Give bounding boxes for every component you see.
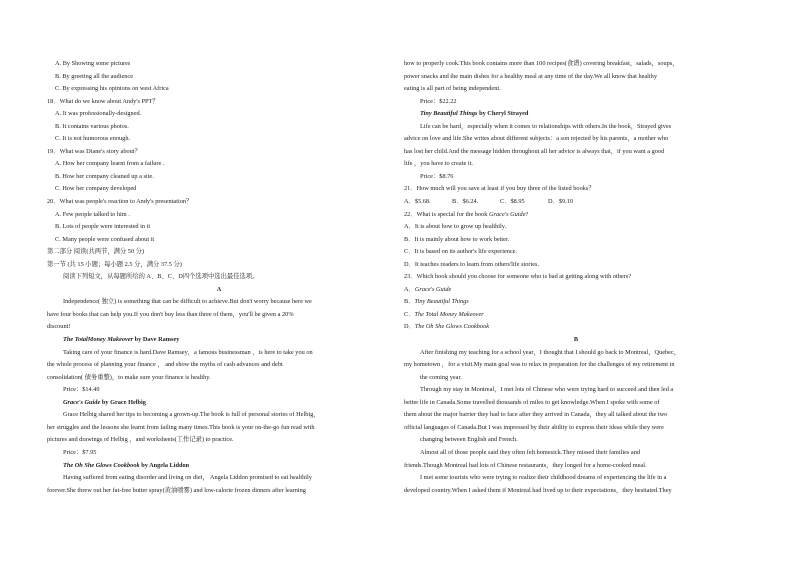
book1-heading xyxy=(47,334,391,347)
book3-title: The Oh She Glows Cookbook xyxy=(63,461,140,469)
book3-line: power snacks and the main dishes for a healthy meal at any time of the day.We all know that healthy xyxy=(404,72,657,80)
q22-option-d: D．It teaches readers to learn from others'life stories. xyxy=(404,260,540,268)
section1-title: 第一节 (共 15 小题；每小题 2.5 分，满分 37.5 分) xyxy=(47,260,182,268)
q18-option-c: C. It is not humorous enough. xyxy=(55,135,131,143)
q21-option-a: A．$5.68. xyxy=(404,198,431,206)
q17-option-b: B. By greeting all the audience xyxy=(55,72,133,80)
book4-heading xyxy=(404,108,748,121)
q18-stem: 18．What do we know about Andy's PPT？ xyxy=(47,97,159,105)
q21-option-c: C．$8.95 xyxy=(500,198,525,206)
book3-line: eating is all part of being independent. xyxy=(404,85,501,93)
passage-b-body xyxy=(404,347,748,498)
q21-options xyxy=(404,196,748,209)
passage-b-line: them about the major barrier they had to face after they arrived in Canada，they all talked about the two xyxy=(404,411,668,419)
q23-option-letter: A． xyxy=(404,285,415,293)
q21-option-d: D．$9.10 xyxy=(548,198,574,206)
passage-b-line: better life in Canada.Some travelled thousands of miles to get knowledge.When I spoke with some of xyxy=(404,398,660,406)
q21-stem: 21．How much will you save at least if you buy three of the listed books？ xyxy=(404,185,595,193)
q18-option-a: A. It was professionally-designed. xyxy=(55,110,142,118)
intro-line: Independence( 独立) is something that can be difficult to achieve.But don't worry because here we xyxy=(63,298,312,306)
passage-b-line: I met some tourists who were trying to realize their childhood dreams of experiencing the life in a xyxy=(420,474,667,482)
q23-option-title: Tiny Beautiful Things xyxy=(414,298,469,306)
book2-heading xyxy=(47,397,391,410)
q23-option-title: Grace's Guide xyxy=(414,285,452,293)
q23-option-letter: D． xyxy=(404,323,415,331)
book1-author: by Dave Ramsey xyxy=(133,336,180,344)
book2-line: Grace Helbig shared her tips to becoming a grown-up.The book is full of personal stories of Helbig， xyxy=(63,411,320,419)
passage-b-line: official languages of Canada.But I was impressed by their ability to express their ideas while they were xyxy=(404,423,664,431)
q21-option-b: B．$6.24. xyxy=(452,198,479,206)
q17-option-a: A. By Showing some pictures xyxy=(55,60,131,67)
q20-stem: 20．What was people's reaction to Andy's presentation？ xyxy=(47,198,193,206)
book3-heading xyxy=(47,460,391,473)
passage-b-line: Almost all of those people said they often felt homesick.They missed their families and xyxy=(420,448,640,456)
book4-title: Tiny Beautiful Things xyxy=(420,110,478,118)
q22-option-c: C．It is based on its author's life experience. xyxy=(404,248,518,256)
q22-option-a: A．It is about how to grow up healthily. xyxy=(404,223,507,231)
q23-option-a xyxy=(404,284,748,297)
intro-line: have four books that can help you.If you don't buy less than three of them，you'll be given a 20% xyxy=(47,310,294,318)
book2-price: Price：$7.95 xyxy=(63,448,97,456)
passage-a-label: A xyxy=(216,285,222,293)
passage-b-line: After finishing my teaching for a school year，I thought that I should go back to Montreal，Quebec， xyxy=(420,348,681,356)
book1-line: the whole process of planning your finance ， and show the myths of cash advances and debt xyxy=(47,361,283,369)
q20-option-c: C. Many people were confused about it xyxy=(55,235,155,243)
book1-title: The TotalMoney Makeover xyxy=(63,336,134,344)
right-column xyxy=(404,58,748,497)
q19-stem: 19．What was Diane's story about？ xyxy=(47,147,141,155)
book2-line: pictures and drawings of Helbig ，and worksheets(工作记录) to practice. xyxy=(47,436,234,444)
q19-option-c: C. How her company developed xyxy=(55,185,137,193)
q18-option-b: B. It contains various photos. xyxy=(55,122,129,130)
book1-line: Taking care of your finance is hard.Dave Ramsey，a famous businessman ，is here to take you on xyxy=(63,348,313,356)
q22-option-b: B．It is mainly about how to work better. xyxy=(404,235,510,243)
passage-b-line: developed country.When I asked them if Montreal had lived up to their expectations，they hesitated.They xyxy=(404,486,672,494)
book1-line: consolidation( 债务重整)，to make sure your finance is healthy. xyxy=(47,373,211,381)
q23-option-title: The Total Money Makeover xyxy=(414,310,484,318)
q22-stem-text: 22．What is special for the book xyxy=(404,210,489,218)
book3-author: by Angela Liddon xyxy=(139,461,190,469)
passage-b-line: changing between English and French. xyxy=(420,436,518,444)
passage-b-line: Through my stay in Montreal，I met lots of Chinese who were trying hard to succeed and then led a xyxy=(420,386,674,394)
q23-option-c xyxy=(404,309,748,322)
book3-line: how to properly cook.This book contains more than 100 recipes(食谱) covering breakfast，salads，soups， xyxy=(404,60,679,67)
book4-price: Price：$8.76 xyxy=(420,172,454,180)
q22-stem-end: ? xyxy=(525,210,529,218)
book3-price: Price：$22.22 xyxy=(420,97,457,105)
q19-option-a: A. How her company learnt from a failure . xyxy=(55,160,165,168)
q23-option-title: The Oh She Glows Cookbook xyxy=(414,323,490,331)
q20-option-b: B. Lots of people were interested in it xyxy=(55,223,151,231)
q22-stem xyxy=(404,209,748,222)
book1-price: Price：$14.49 xyxy=(63,386,100,394)
q22-stem-book: Grace's Guide xyxy=(489,210,526,218)
passage-b-line: friends.Though Montreal had lots of Chinese restaurants，they longed for a home-cooked meal. xyxy=(404,461,647,469)
book4-line: has lost her child.And the message hidden throughout all her advice is always that，if you want a good xyxy=(404,147,665,155)
intro-line: discount! xyxy=(47,323,71,331)
book3-line: forever.She threw out her fat-free butter spray(黄油喷雾) and low-calorie frozen dinners after learning xyxy=(47,486,306,494)
q23-option-letter: C． xyxy=(404,310,415,318)
book4-author: by Cheryl Strayed xyxy=(477,110,529,118)
q19-option-b: B. How her company cleaned up a site. xyxy=(55,172,154,180)
book4-line: life ，you have to create it. xyxy=(404,160,473,168)
book4-line: Life can be hard，especially when it comes to relationships with others.In the book，Strayed gives xyxy=(420,122,672,130)
q23-option-letter: B． xyxy=(404,298,415,306)
book2-title: Grace's Guide xyxy=(63,398,101,406)
left-column xyxy=(47,58,391,497)
part2-title: 第二部分 阅读(共两节，满分 50 分) xyxy=(47,248,145,256)
passage-b-line: the coming year. xyxy=(420,373,462,381)
passage-b-label: B xyxy=(573,336,579,344)
book2-line: her struggles and the lessons she learnt from failing many times.This book is your on-the-go fun read with xyxy=(47,423,315,431)
reading-instruction: 阅读下列短文，从每题所给的 A、B、C、D四个选项中选出最佳选项。 xyxy=(63,273,259,281)
q23-option-b xyxy=(404,296,748,309)
book2-author: by Grace Helbig xyxy=(100,398,146,406)
q23-stem: 23．Which book should you choose for someone who is bad at getting along with others? xyxy=(404,273,631,281)
q20-option-a: A. Few people talked to him . xyxy=(55,210,130,218)
book3-line: Having suffered from eating disorder and living on diet， Angela Liddon promised to eat healthily xyxy=(63,474,312,482)
book4-line: advice on love and life.She writes about different subjects：a son rejected by his parents，a mother who xyxy=(404,135,669,143)
q23-option-d xyxy=(404,321,748,334)
passage-b-line: my hometown ，for a visit.My main goal was to relax in preparation for the challenges of my retirement in xyxy=(404,361,675,369)
q17-option-c: C. By expressing his opinions on west Africa xyxy=(55,85,169,93)
